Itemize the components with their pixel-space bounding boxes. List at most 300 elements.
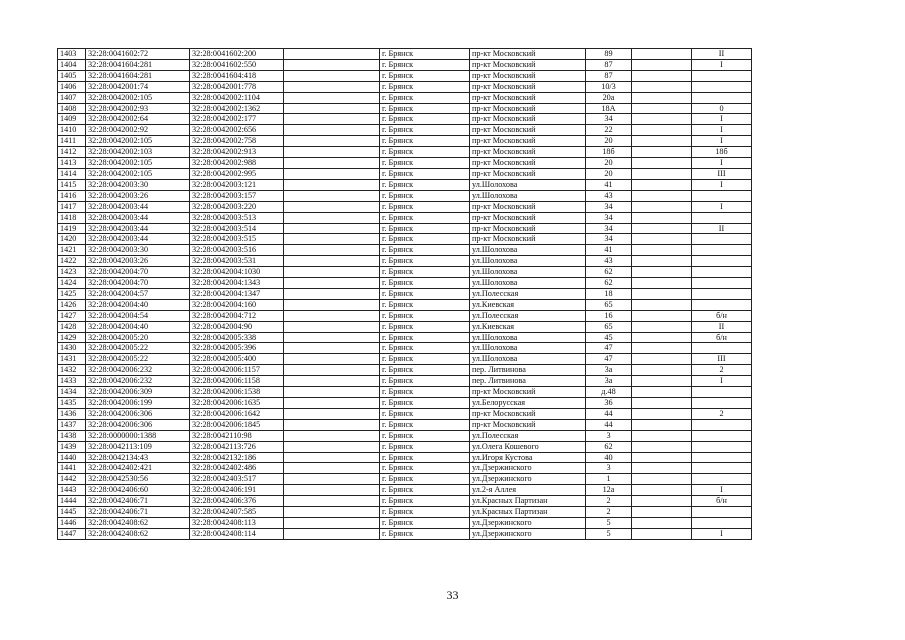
row-number-cell: 1412 [58, 147, 86, 158]
object-cadastral-number-cell: 32:28:0042006:1845 [190, 419, 284, 430]
house-number-cell: 43 [586, 256, 632, 267]
land-cadastral-number-cell: 32:28:0042004:57 [86, 288, 190, 299]
premises-cell [692, 278, 752, 289]
blank-cell [632, 419, 692, 430]
premises-cell: б/н [692, 310, 752, 321]
street-cell: пр-кт Московский [470, 234, 586, 245]
city-cell: г. Брянск [380, 245, 470, 256]
land-cadastral-number-cell: 32:28:0042002:93 [86, 103, 190, 114]
blank-cell [284, 299, 380, 310]
row-number-cell: 1411 [58, 136, 86, 147]
table-row [58, 212, 752, 223]
house-number-cell: 89 [586, 49, 632, 60]
house-number-cell: 62 [586, 278, 632, 289]
blank-cell [632, 168, 692, 179]
land-cadastral-number-cell: 32:28:0042003:44 [86, 212, 190, 223]
premises-cell: II [692, 49, 752, 60]
premises-cell [692, 245, 752, 256]
street-cell: пр-кт Московский [470, 201, 586, 212]
land-cadastral-number-cell: 32:28:0042002:105 [86, 158, 190, 169]
blank-cell [632, 114, 692, 125]
land-cadastral-number-cell: 32:28:0042002:64 [86, 114, 190, 125]
table-row [58, 278, 752, 289]
street-cell: пр-кт Московский [470, 223, 586, 234]
row-number-cell: 1420 [58, 234, 86, 245]
blank-cell [632, 92, 692, 103]
table-row [58, 103, 752, 114]
object-cadastral-number-cell: 32:28:0042002:1104 [190, 92, 284, 103]
blank-cell [284, 158, 380, 169]
house-number-cell: 3а [586, 376, 632, 387]
land-cadastral-number-cell: 32:28:0042006:232 [86, 365, 190, 376]
premises-cell [692, 212, 752, 223]
city-cell: г. Брянск [380, 332, 470, 343]
table-row [58, 70, 752, 81]
premises-cell: 2 [692, 365, 752, 376]
object-cadastral-number-cell: 32:28:0042407:585 [190, 507, 284, 518]
street-cell: пр-кт Московский [470, 419, 586, 430]
blank-cell [632, 387, 692, 398]
house-number-cell: 18 [586, 288, 632, 299]
street-cell: ул.Шолохова [470, 245, 586, 256]
land-cadastral-number-cell: 32:28:0042004:70 [86, 278, 190, 289]
land-cadastral-number-cell: 32:28:0042003:26 [86, 256, 190, 267]
table-row [58, 158, 752, 169]
house-number-cell: 2 [586, 496, 632, 507]
row-number-cell: 1445 [58, 507, 86, 518]
house-number-cell: 5 [586, 528, 632, 539]
city-cell: г. Брянск [380, 321, 470, 332]
city-cell: г. Брянск [380, 114, 470, 125]
table-row [58, 441, 752, 452]
blank-cell [632, 299, 692, 310]
blank-cell [284, 190, 380, 201]
blank-cell [632, 288, 692, 299]
premises-cell: I [692, 485, 752, 496]
city-cell: г. Брянск [380, 136, 470, 147]
blank-cell [284, 517, 380, 528]
premises-cell: I [692, 114, 752, 125]
house-number-cell: 12а [586, 485, 632, 496]
house-number-cell: 20 [586, 136, 632, 147]
blank-cell [284, 387, 380, 398]
house-number-cell: 18А [586, 103, 632, 114]
land-cadastral-number-cell: 32:28:0042406:60 [86, 485, 190, 496]
city-cell: г. Брянск [380, 517, 470, 528]
row-number-cell: 1447 [58, 528, 86, 539]
city-cell: г. Брянск [380, 278, 470, 289]
premises-cell [692, 441, 752, 452]
blank-cell [284, 321, 380, 332]
blank-cell [632, 256, 692, 267]
land-cadastral-number-cell: 32:28:0042002:105 [86, 136, 190, 147]
object-cadastral-number-cell: 32:28:0042004:1347 [190, 288, 284, 299]
blank-cell [284, 114, 380, 125]
blank-cell [632, 201, 692, 212]
row-number-cell: 1405 [58, 70, 86, 81]
table-row [58, 517, 752, 528]
blank-cell [284, 496, 380, 507]
street-cell: ул.Дзержинского [470, 463, 586, 474]
object-cadastral-number-cell: 32:28:0042003:531 [190, 256, 284, 267]
row-number-cell: 1421 [58, 245, 86, 256]
blank-cell [632, 278, 692, 289]
blank-cell [284, 430, 380, 441]
object-cadastral-number-cell: 32:28:0042002:758 [190, 136, 284, 147]
premises-cell: 2 [692, 408, 752, 419]
city-cell: г. Брянск [380, 365, 470, 376]
city-cell: г. Брянск [380, 59, 470, 70]
blank-cell [632, 81, 692, 92]
street-cell: ул.Шолохова [470, 354, 586, 365]
city-cell: г. Брянск [380, 299, 470, 310]
premises-cell [692, 299, 752, 310]
blank-cell [284, 223, 380, 234]
table-row [58, 528, 752, 539]
city-cell: г. Брянск [380, 376, 470, 387]
premises-cell: I [692, 158, 752, 169]
city-cell: г. Брянск [380, 288, 470, 299]
street-cell: пер. Литвинова [470, 376, 586, 387]
street-cell: ул.Киевская [470, 321, 586, 332]
blank-cell [284, 310, 380, 321]
city-cell: г. Брянск [380, 441, 470, 452]
blank-cell [632, 528, 692, 539]
object-cadastral-number-cell: 32:28:0042002:177 [190, 114, 284, 125]
table-row [58, 343, 752, 354]
blank-cell [284, 278, 380, 289]
city-cell: г. Брянск [380, 496, 470, 507]
blank-cell [284, 70, 380, 81]
street-cell: ул.Дзержинского [470, 474, 586, 485]
table-row [58, 485, 752, 496]
house-number-cell: 34 [586, 201, 632, 212]
blank-cell [632, 332, 692, 343]
table-row [58, 81, 752, 92]
premises-cell [692, 387, 752, 398]
table-row [58, 114, 752, 125]
blank-cell [284, 212, 380, 223]
premises-cell [692, 517, 752, 528]
street-cell: пр-кт Московский [470, 81, 586, 92]
premises-cell [692, 92, 752, 103]
blank-cell [632, 452, 692, 463]
house-number-cell: 34 [586, 223, 632, 234]
street-cell: пр-кт Московский [470, 212, 586, 223]
object-cadastral-number-cell: 32:28:0042408:114 [190, 528, 284, 539]
blank-cell [632, 125, 692, 136]
blank-cell [284, 245, 380, 256]
land-cadastral-number-cell: 32:28:0042006:306 [86, 419, 190, 430]
table-row [58, 408, 752, 419]
house-number-cell: 41 [586, 179, 632, 190]
object-cadastral-number-cell: 32:28:0041602:200 [190, 49, 284, 60]
city-cell: г. Брянск [380, 387, 470, 398]
blank-cell [632, 408, 692, 419]
table-row [58, 496, 752, 507]
blank-cell [284, 103, 380, 114]
blank-cell [284, 288, 380, 299]
city-cell: г. Брянск [380, 256, 470, 267]
land-cadastral-number-cell: 32:28:0042113:109 [86, 441, 190, 452]
premises-cell: III [692, 168, 752, 179]
blank-cell [632, 267, 692, 278]
object-cadastral-number-cell: 32:28:0042406:376 [190, 496, 284, 507]
row-number-cell: 1427 [58, 310, 86, 321]
blank-cell [284, 234, 380, 245]
house-number-cell: 65 [586, 321, 632, 332]
land-cadastral-number-cell: 32:28:0042003:44 [86, 223, 190, 234]
street-cell: ул.Олега Кошевого [470, 441, 586, 452]
table-row [58, 49, 752, 60]
table-row [58, 256, 752, 267]
blank-cell [632, 365, 692, 376]
row-number-cell: 1404 [58, 59, 86, 70]
row-number-cell: 1443 [58, 485, 86, 496]
house-number-cell: 22 [586, 125, 632, 136]
premises-cell [692, 474, 752, 485]
row-number-cell: 1442 [58, 474, 86, 485]
land-cadastral-number-cell: 32:28:0042006:232 [86, 376, 190, 387]
premises-cell [692, 256, 752, 267]
street-cell: пр-кт Московский [470, 49, 586, 60]
row-number-cell: 1406 [58, 81, 86, 92]
table-row [58, 463, 752, 474]
blank-cell [284, 452, 380, 463]
house-number-cell: 87 [586, 59, 632, 70]
street-cell: ул.Шолохова [470, 343, 586, 354]
blank-cell [632, 158, 692, 169]
registry-table-body [58, 49, 752, 540]
premises-cell: I [692, 136, 752, 147]
object-cadastral-number-cell: 32:28:0042002:913 [190, 147, 284, 158]
premises-cell: I [692, 59, 752, 70]
house-number-cell: 20 [586, 168, 632, 179]
house-number-cell: 62 [586, 441, 632, 452]
table-row [58, 92, 752, 103]
object-cadastral-number-cell: 32:28:0041602:550 [190, 59, 284, 70]
street-cell: пр-кт Московский [470, 147, 586, 158]
city-cell: г. Брянск [380, 267, 470, 278]
house-number-cell: 44 [586, 419, 632, 430]
city-cell: г. Брянск [380, 408, 470, 419]
row-number-cell: 1440 [58, 452, 86, 463]
blank-cell [632, 190, 692, 201]
table-row [58, 430, 752, 441]
row-number-cell: 1408 [58, 103, 86, 114]
land-cadastral-number-cell: 32:28:0042004:40 [86, 299, 190, 310]
table-row [58, 419, 752, 430]
street-cell: ул.Дзержинского [470, 517, 586, 528]
row-number-cell: 1433 [58, 376, 86, 387]
city-cell: г. Брянск [380, 354, 470, 365]
blank-cell [632, 376, 692, 387]
object-cadastral-number-cell: 32:28:0042004:90 [190, 321, 284, 332]
premises-cell: б/н [692, 332, 752, 343]
land-cadastral-number-cell: 32:28:0042004:70 [86, 267, 190, 278]
house-number-cell: 34 [586, 114, 632, 125]
object-cadastral-number-cell: 32:28:0042408:113 [190, 517, 284, 528]
street-cell: ул.Полесская [470, 430, 586, 441]
table-row [58, 376, 752, 387]
table-row [58, 332, 752, 343]
object-cadastral-number-cell: 32:28:0042003:157 [190, 190, 284, 201]
land-cadastral-number-cell: 32:28:0042003:30 [86, 245, 190, 256]
row-number-cell: 1409 [58, 114, 86, 125]
blank-cell [632, 343, 692, 354]
premises-cell [692, 288, 752, 299]
city-cell: г. Брянск [380, 223, 470, 234]
street-cell: ул.Белорусская [470, 398, 586, 409]
land-cadastral-number-cell: 32:28:0042530:56 [86, 474, 190, 485]
premises-cell [692, 430, 752, 441]
row-number-cell: 1413 [58, 158, 86, 169]
land-cadastral-number-cell: 32:28:0042006:306 [86, 408, 190, 419]
city-cell: г. Брянск [380, 190, 470, 201]
street-cell: пр-кт Московский [470, 158, 586, 169]
table-row [58, 321, 752, 332]
row-number-cell: 1423 [58, 267, 86, 278]
street-cell: ул.Шолохова [470, 190, 586, 201]
land-cadastral-number-cell: 32:28:0042402:421 [86, 463, 190, 474]
row-number-cell: 1424 [58, 278, 86, 289]
street-cell: пр-кт Московский [470, 103, 586, 114]
land-cadastral-number-cell: 32:28:0042005:20 [86, 332, 190, 343]
object-cadastral-number-cell: 32:28:0042003:516 [190, 245, 284, 256]
object-cadastral-number-cell: 32:28:0042003:513 [190, 212, 284, 223]
blank-cell [284, 168, 380, 179]
blank-cell [284, 92, 380, 103]
page-number: 33 [446, 588, 459, 602]
row-number-cell: 1403 [58, 49, 86, 60]
house-number-cell: д.48 [586, 387, 632, 398]
row-number-cell: 1446 [58, 517, 86, 528]
premises-cell [692, 343, 752, 354]
street-cell: ул.Шолохова [470, 267, 586, 278]
row-number-cell: 1426 [58, 299, 86, 310]
house-number-cell: 20а [586, 92, 632, 103]
row-number-cell: 1414 [58, 168, 86, 179]
table-row [58, 398, 752, 409]
premises-cell [692, 81, 752, 92]
premises-cell [692, 234, 752, 245]
street-cell: ул.Дзержинского [470, 528, 586, 539]
object-cadastral-number-cell: 32:28:0042004:160 [190, 299, 284, 310]
city-cell: г. Брянск [380, 70, 470, 81]
row-number-cell: 1428 [58, 321, 86, 332]
land-cadastral-number-cell: 32:28:0042001:74 [86, 81, 190, 92]
city-cell: г. Брянск [380, 343, 470, 354]
house-number-cell: 16 [586, 310, 632, 321]
city-cell: г. Брянск [380, 158, 470, 169]
table-row [58, 299, 752, 310]
row-number-cell: 1415 [58, 179, 86, 190]
city-cell: г. Брянск [380, 179, 470, 190]
object-cadastral-number-cell: 32:28:0042006:1157 [190, 365, 284, 376]
blank-cell [284, 398, 380, 409]
premises-cell [692, 419, 752, 430]
premises-cell: I [692, 125, 752, 136]
house-number-cell: 34 [586, 212, 632, 223]
premises-cell [692, 463, 752, 474]
object-cadastral-number-cell: 32:28:0042006:1635 [190, 398, 284, 409]
blank-cell [284, 441, 380, 452]
blank-cell [632, 507, 692, 518]
row-number-cell: 1429 [58, 332, 86, 343]
city-cell: г. Брянск [380, 452, 470, 463]
object-cadastral-number-cell: 32:28:0042002:988 [190, 158, 284, 169]
city-cell: г. Брянск [380, 81, 470, 92]
row-number-cell: 1432 [58, 365, 86, 376]
land-cadastral-number-cell: 32:28:0042406:71 [86, 496, 190, 507]
blank-cell [284, 463, 380, 474]
city-cell: г. Брянск [380, 430, 470, 441]
premises-cell [692, 190, 752, 201]
house-number-cell: 1 [586, 474, 632, 485]
table-row [58, 474, 752, 485]
object-cadastral-number-cell: 32:28:0042006:1158 [190, 376, 284, 387]
house-number-cell: 2 [586, 507, 632, 518]
street-cell: пр-кт Московский [470, 70, 586, 81]
row-number-cell: 1441 [58, 463, 86, 474]
premises-cell [692, 507, 752, 518]
street-cell: пр-кт Московский [470, 114, 586, 125]
row-number-cell: 1439 [58, 441, 86, 452]
street-cell: ул.Красных Партизан [470, 507, 586, 518]
city-cell: г. Брянск [380, 125, 470, 136]
blank-cell [632, 136, 692, 147]
house-number-cell: 3 [586, 430, 632, 441]
land-cadastral-number-cell: 32:28:0042006:309 [86, 387, 190, 398]
house-number-cell: 44 [586, 408, 632, 419]
blank-cell [284, 179, 380, 190]
table-row [58, 507, 752, 518]
house-number-cell: 20 [586, 158, 632, 169]
blank-cell [284, 419, 380, 430]
house-number-cell: 41 [586, 245, 632, 256]
object-cadastral-number-cell: 32:28:0042002:1362 [190, 103, 284, 114]
land-cadastral-number-cell: 32:28:0042004:54 [86, 310, 190, 321]
city-cell: г. Брянск [380, 474, 470, 485]
blank-cell [632, 245, 692, 256]
table-row [58, 310, 752, 321]
row-number-cell: 1431 [58, 354, 86, 365]
city-cell: г. Брянск [380, 92, 470, 103]
blank-cell [632, 70, 692, 81]
table-row [58, 267, 752, 278]
blank-cell [632, 234, 692, 245]
city-cell: г. Брянск [380, 212, 470, 223]
blank-cell [632, 147, 692, 158]
blank-cell [284, 81, 380, 92]
blank-cell [632, 474, 692, 485]
row-number-cell: 1434 [58, 387, 86, 398]
blank-cell [284, 125, 380, 136]
table-row [58, 125, 752, 136]
premises-cell: I [692, 201, 752, 212]
premises-cell: II [692, 223, 752, 234]
blank-cell [284, 147, 380, 158]
land-cadastral-number-cell: 32:28:0041604:281 [86, 70, 190, 81]
street-cell: пр-кт Московский [470, 125, 586, 136]
house-number-cell: 62 [586, 267, 632, 278]
city-cell: г. Брянск [380, 201, 470, 212]
house-number-cell: 65 [586, 299, 632, 310]
street-cell: пр-кт Московский [470, 59, 586, 70]
object-cadastral-number-cell: 32:28:0042001:778 [190, 81, 284, 92]
blank-cell [284, 507, 380, 518]
row-number-cell: 1407 [58, 92, 86, 103]
